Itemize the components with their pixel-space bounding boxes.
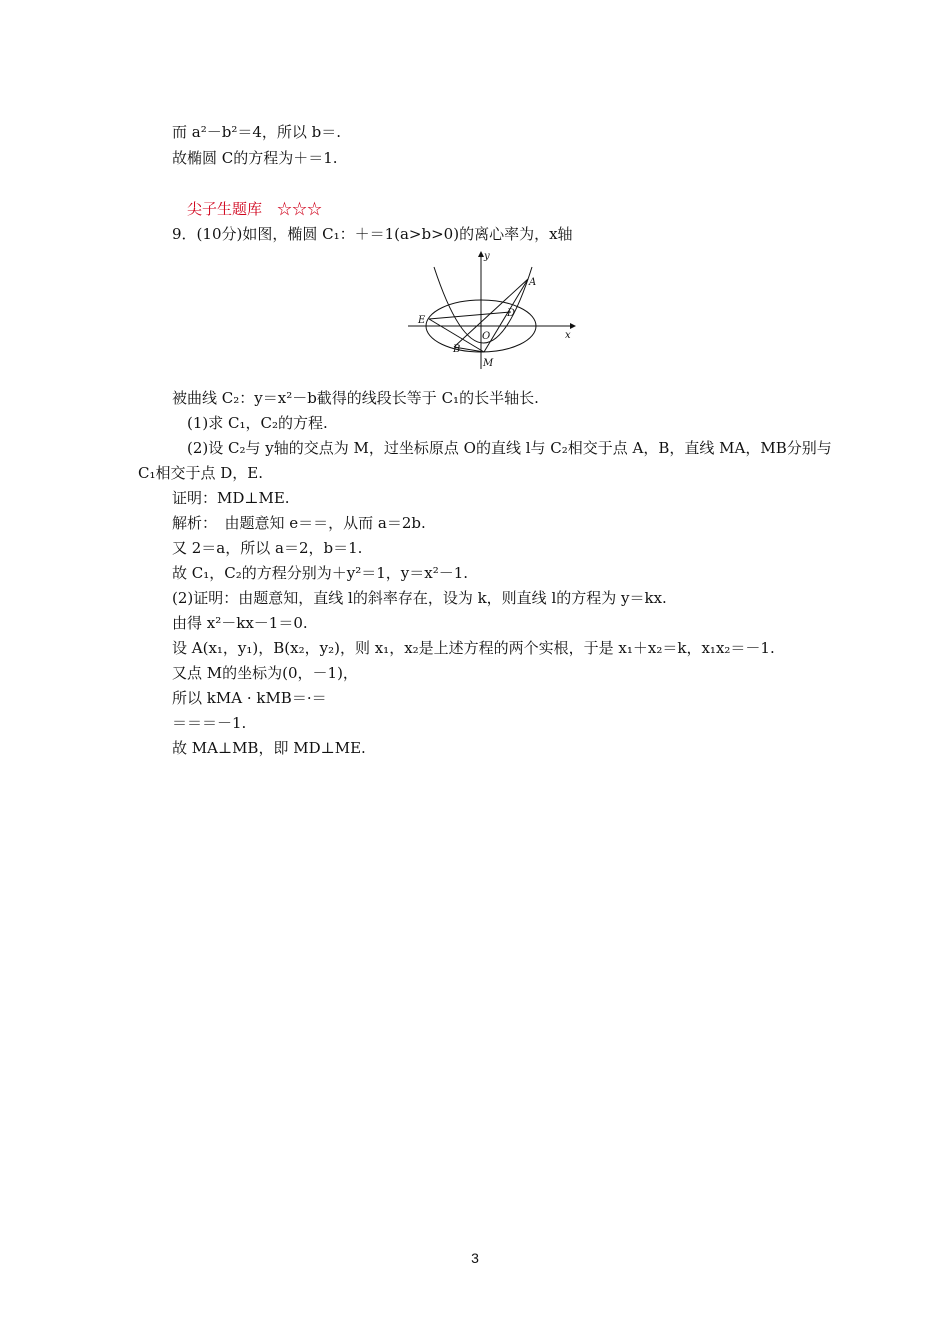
text-line: (2)设 C₂与 y轴的交点为 M，过坐标原点 O的直线 l与 C₂相交于点 A，B，直线 MA，MB分别与 <box>187 439 832 457</box>
text-line: 而 a²－b²＝4，所以 b＝. <box>172 123 342 141</box>
text-line: (1)求 C₁，C₂的方程. <box>187 414 328 432</box>
text-line: C₁相交于点 D，E. <box>138 464 264 482</box>
text-line: 故椭圆 C的方程为＋＝1. <box>172 149 338 167</box>
label-x: x <box>565 330 571 341</box>
section-heading: 尖子生题库 ☆☆☆ <box>187 200 323 218</box>
text-line: 故 MA⊥MB，即 MD⊥ME. <box>172 739 366 757</box>
label-y: y <box>484 251 490 262</box>
line-ma <box>484 279 528 352</box>
text-line: (2)证明：由题意知，直线 l的斜率存在，设为 k，则直线 l的方程为 y＝kx. <box>172 589 667 607</box>
page-number: 3 <box>471 1250 479 1266</box>
label-a: A <box>529 277 537 288</box>
text-line: 被曲线 C₂：y＝x²－b截得的线段长等于 C₁的长半轴长. <box>172 389 539 407</box>
line-ed <box>429 312 511 319</box>
label-e: E <box>418 315 426 326</box>
text-line: 故 C₁，C₂的方程分别为＋y²＝1，y＝x²－1. <box>172 564 469 582</box>
label-o: O <box>482 331 491 342</box>
text-line: 证明：MD⊥ME. <box>172 489 290 507</box>
text-line: 又 2＝a，所以 a＝2，b＝1. <box>172 539 363 557</box>
label-m: M <box>483 358 494 369</box>
text-line: 又点 M的坐标为(0，－1)， <box>172 664 358 682</box>
text-line: ＝＝＝－1. <box>172 714 247 732</box>
text-line: 所以 kMA · kMB＝·＝ <box>172 689 327 707</box>
figure-svg <box>404 249 580 371</box>
ellipse-parabola-figure <box>404 249 580 371</box>
x-axis-arrow <box>570 323 576 329</box>
text-line: 由得 x²－kx－1＝0. <box>172 614 308 632</box>
line-l <box>454 279 528 347</box>
text-line: 设 A(x₁，y₁)，B(x₂，y₂)，则 x₁，x₂是上述方程的两个实根，于是 x₁＋x₂＝k，x₁x₂＝－1. <box>172 639 775 657</box>
question-9-title: 9．(10分)如图，椭圆 C₁：＋＝1(a>b>0)的离心率为，x轴 <box>172 225 573 243</box>
text-line: 解析： 由题意知 e＝＝，从而 a＝2b. <box>172 514 426 532</box>
label-d: D <box>507 308 516 319</box>
label-b: B <box>453 344 461 355</box>
